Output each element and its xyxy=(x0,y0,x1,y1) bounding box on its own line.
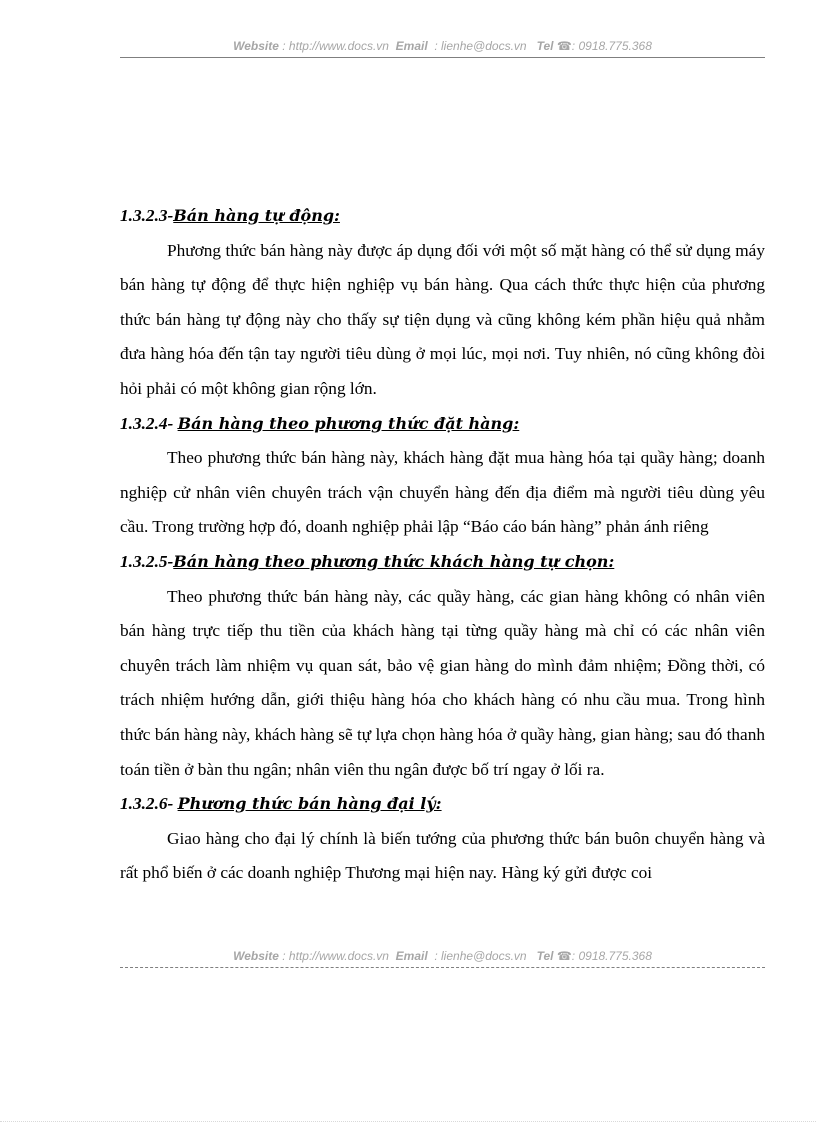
header-website-label: Website xyxy=(233,39,279,53)
header-email-value: : lienhe@docs.vn xyxy=(434,39,527,53)
section-title: Bán hàng theo phương thức đặt hàng: xyxy=(177,413,520,433)
page-edge-divider xyxy=(0,1121,816,1122)
document-body xyxy=(120,199,765,891)
header-rule xyxy=(120,57,765,58)
header-tel-value: : 0918.775.368 xyxy=(571,39,652,53)
section-heading xyxy=(120,199,765,234)
section-heading xyxy=(120,407,765,442)
section-number: 1.3.2.3- xyxy=(120,206,174,225)
paragraph: Theo phương thức bán hàng này, các quầy hàng, các gian hàng không có nhân viên bán hàng trực tiếp thu tiền của khách hàng tại từng quầy hàng mà chỉ có các nhân viên chuyên trách làm nhiệm vụ quan sát, bảo vệ gian hàng do mình đảm nhiệm; Đồng thời, có trách nhiệm hướng dẫn, giới thiệu hàng hóa cho khách hàng có nhu cầu mua. Trong hình thức bán hàng này, khách hàng sẽ tự lựa chọn hàng hóa ở quầy hàng, gian hàng; sau đó thanh toán tiền ở bàn thu ngân; nhân viên thu ngân được bố trí ngay ở lối ra. xyxy=(120,586,765,779)
page-footer xyxy=(120,949,765,963)
section-title: Bán hàng theo phương thức khách hàng tự chọn: xyxy=(173,551,615,571)
section-number: 1.3.2.5- xyxy=(120,551,174,571)
section-title: Bán hàng tự động: xyxy=(173,206,340,225)
section-heading xyxy=(120,787,765,822)
paragraph: Phương thức bán hàng này được áp dụng đối với một số mặt hàng có thể sử dụng máy bán hàng tự động để thực hiện nghiệp vụ bán hàng. Qua cách thức thực hiện của phương thức bán hàng tự động này cho thấy sự tiện dụng và cũng không kém phần hiệu quả nhằm đưa hàng hóa đến tận tay người tiêu dùng ở mọi lúc, mọi nơi. Tuy nhiên, nó cũng không đòi hỏi phải có một không gian rộng lớn. xyxy=(120,240,765,398)
header-website-value: : http://www.docs.vn xyxy=(282,39,389,53)
footer-website-value: : http://www.docs.vn xyxy=(282,949,389,963)
footer-rule xyxy=(120,967,765,968)
footer-tel-label: Tel xyxy=(536,949,554,963)
footer-tel-value: : 0918.775.368 xyxy=(571,949,652,963)
section-heading xyxy=(120,545,765,580)
paragraph: Giao hàng cho đại lý chính là biến tướng của phương thức bán buôn chuyển hàng và rất phổ biến ở các doanh nghiệp Thương mại hiện nay. Hàng ký gửi được coi xyxy=(120,828,765,883)
footer-email-value: : lienhe@docs.vn xyxy=(434,949,527,963)
phone-icon: ☎ xyxy=(556,949,572,963)
phone-icon: ☎ xyxy=(556,39,572,53)
paragraph: Theo phương thức bán hàng này, khách hàng đặt mua hàng hóa tại quầy hàng; doanh nghiệp cử nhân viên chuyên trách vận chuyển hàng đến địa điểm mà người tiêu dùng yêu cầu. Trong trường hợp đó, doanh nghiệp phải lập “Báo cáo bán hàng” phản ánh riêng xyxy=(120,448,765,537)
section-number: 1.3.2.6- xyxy=(120,794,178,814)
page-header xyxy=(120,39,765,53)
section-title: Phương thức bán hàng đại lý: xyxy=(177,794,442,814)
header-email-label: Email xyxy=(395,39,428,53)
header-tel-label: Tel xyxy=(536,39,554,53)
footer-website-label: Website xyxy=(233,949,279,963)
footer-email-label: Email xyxy=(395,949,428,963)
section-number: 1.3.2.4- xyxy=(120,413,178,433)
